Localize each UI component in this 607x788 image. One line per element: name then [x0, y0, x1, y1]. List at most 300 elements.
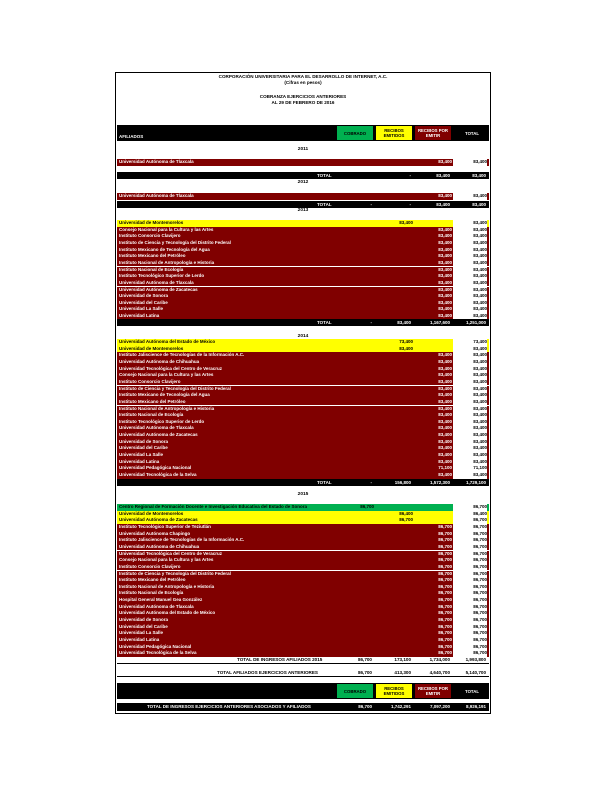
- row-recibos-por-emitir: 83,400: [438, 226, 452, 232]
- row-recibos-por-emitir: 83,400: [438, 458, 452, 464]
- row-recibos-por-emitir: 83,400: [438, 378, 452, 384]
- total-label: TOTAL: [317, 202, 332, 207]
- section-total-2013: [117, 319, 489, 326]
- row-name: Instituto Nacional de Ecología: [119, 590, 184, 596]
- row-recibos-por-emitir: 83,400: [438, 293, 452, 299]
- row-total: 83,400: [453, 346, 487, 353]
- row-total: 83,400: [453, 386, 487, 393]
- row-recibos-por-emitir: 83,400: [438, 313, 452, 319]
- table-row: [117, 439, 489, 446]
- section-total-2015: [117, 656, 489, 664]
- row-recibos-por-emitir: 86,700: [438, 590, 452, 596]
- header-line1: CORPORACIÓN UNIVERSITARIA PARA EL DESARROLLO DE INTERNET, A.C.: [218, 74, 388, 79]
- row-total: 83,400: [453, 412, 487, 419]
- table-row: [117, 551, 489, 558]
- report-header: [116, 74, 490, 105]
- row-name: Universidad de Sonora: [119, 438, 169, 444]
- table-row: [117, 472, 489, 479]
- row-total: 83,400: [453, 399, 487, 406]
- row-name: Instituto de Ciencia y Tecnología del Distrito Federal: [119, 385, 231, 391]
- total-c2: 83,400: [397, 320, 411, 325]
- col-afiliados: AFILIADOS: [119, 134, 144, 139]
- row-total: 83,400: [453, 253, 487, 260]
- total-c3: 1,167,600: [429, 320, 450, 325]
- row-total: 83,400: [453, 439, 487, 446]
- row-recibos-por-emitir: 83,400: [438, 246, 452, 252]
- row-total: 83,400: [453, 419, 487, 426]
- row-name: Instituto Mexicano del Petróleo: [119, 253, 186, 259]
- row-total: 86,700: [453, 597, 487, 604]
- row-name: Instituto Tecnológico Superior de Lerdo: [119, 273, 205, 279]
- table-row: [117, 366, 489, 373]
- row-recibos-por-emitir: 83,400: [438, 279, 452, 285]
- row-recibos-por-emitir: 86,700: [438, 570, 452, 576]
- row-total: 83,400: [453, 379, 487, 386]
- section-year-2015: 2015: [297, 492, 309, 497]
- row-name: Universidad Pedagógica Nacional: [119, 465, 192, 471]
- table-row: [117, 220, 489, 227]
- row-recibos-por-emitir: 86,700: [438, 550, 452, 556]
- total-c2: 173,100: [394, 657, 411, 662]
- row-recibos-por-emitir: 83,400: [438, 385, 452, 391]
- row-recibos-por-emitir: 83,400: [438, 432, 452, 438]
- row-total: 86,700: [453, 644, 487, 651]
- total-c2: 156,800: [394, 480, 411, 485]
- row-total: 83,400: [453, 227, 487, 234]
- table-row: [117, 253, 489, 260]
- row-name: Universidad Tecnológica del Centro de Veracruz: [119, 550, 222, 556]
- total-c3: 1,734,000: [429, 657, 450, 662]
- section-year-2012: 2012: [297, 180, 309, 185]
- row-recibos-emitidos: 73,400: [399, 339, 413, 344]
- row-recibos-por-emitir: 86,700: [438, 577, 452, 583]
- table-row: [117, 419, 489, 426]
- row-total: 83,400: [453, 267, 487, 274]
- row-total: 83,400: [453, 472, 487, 479]
- row-recibos-por-emitir: 86,700: [438, 557, 452, 563]
- row-recibos-emitidos: 83,400: [399, 345, 413, 351]
- header-line2: (Cifras en pesos): [284, 79, 322, 85]
- table-row: [117, 300, 489, 307]
- section-year-2011: 2011: [297, 147, 309, 152]
- col-cobrado: COBRADO: [337, 126, 373, 140]
- total-t: 83,400: [472, 202, 486, 207]
- row-name: Universidad de Sonora: [119, 617, 169, 623]
- row-name: Universidad La Salle: [119, 630, 164, 636]
- row-name: Universidad Autónoma del Estado de México: [119, 339, 216, 344]
- row-recibos-emitidos: 86,700: [399, 517, 413, 523]
- row-name: Universidad del Caribe: [119, 445, 168, 451]
- row-recibos-por-emitir: 86,700: [438, 583, 452, 589]
- table-row: [117, 504, 489, 511]
- total-label: TOTAL: [317, 480, 332, 485]
- row-name: Instituto Mexicano del Petróleo: [119, 577, 186, 583]
- row-recibos-por-emitir: 71,100: [438, 465, 452, 471]
- table-row: [117, 267, 489, 274]
- summary-col-total: TOTAL: [465, 688, 479, 694]
- table-row: [117, 465, 489, 472]
- row-name: Centro Regional de Formación Docente e Investigación Educativa del Estado de Sonora: [119, 504, 308, 509]
- row-name: Universidad Latina: [119, 313, 160, 319]
- row-recibos-por-emitir: 86,700: [438, 523, 452, 529]
- total-label: TOTAL: [317, 320, 332, 325]
- col-total: TOTAL: [465, 130, 479, 136]
- row-name: Universidad La Salle: [119, 452, 164, 458]
- row-recibos-por-emitir: 83,400: [438, 358, 452, 364]
- section-total-2011: [117, 172, 489, 179]
- row-name: Universidad Autónoma de Chihuahua: [119, 358, 200, 364]
- row-recibos-por-emitir: 83,400: [438, 233, 452, 239]
- row-total: 86,700: [453, 624, 487, 631]
- row-name: Universidad del Caribe: [119, 299, 168, 305]
- total-afiliados-row: [117, 669, 489, 677]
- table-row: [117, 524, 489, 531]
- row-recibos-por-emitir: 83,400: [438, 405, 452, 411]
- row-total: 83,400: [453, 159, 487, 166]
- table-row: [117, 386, 489, 393]
- row-total: 86,700: [453, 531, 487, 538]
- row-recibos-por-emitir: 83,400: [438, 425, 452, 431]
- row-name: Universidad Autónoma de Zacatecas: [119, 517, 198, 523]
- row-name: Universidad del Caribe: [119, 623, 168, 629]
- table-row: [117, 399, 489, 406]
- row-total: 71,100: [453, 465, 487, 472]
- row-recibos-por-emitir: 86,700: [438, 597, 452, 603]
- col-recibos-por-emitir: RECIBOS POR EMITIR: [415, 126, 451, 140]
- section-year-2014: 2014: [297, 334, 309, 339]
- row-name: Universidad de Sonora: [119, 293, 169, 299]
- row-total: 86,700: [453, 617, 487, 624]
- row-total: 86,700: [453, 650, 487, 657]
- row-total: 83,400: [453, 432, 487, 439]
- table-row: [117, 644, 489, 651]
- row-recibos-por-emitir: 86,700: [438, 630, 452, 636]
- summary-col-cobrado: COBRADO: [337, 684, 373, 698]
- row-name: Consejo Nacional para la Cultura y las Artes: [119, 226, 214, 232]
- table-row: [117, 452, 489, 459]
- row-recibos-por-emitir: 83,400: [438, 438, 452, 444]
- grand-total-emitidos: 1,742,291: [390, 704, 411, 709]
- row-name: Instituto Nacional de Antropología e Historia: [119, 405, 215, 411]
- total-c1: -: [370, 202, 372, 207]
- row-recibos-por-emitir: 86,700: [438, 617, 452, 623]
- row-recibos-emitidos: 83,400: [399, 220, 413, 225]
- row-total: 86,700: [453, 637, 487, 644]
- row-name: Universidad Autónoma de Chihuahua: [119, 543, 200, 549]
- row-total: 83,400: [453, 459, 487, 466]
- table-row: [117, 280, 489, 287]
- row-recibos-por-emitir: 83,400: [438, 372, 452, 378]
- row-name: Instituto Consorcio Clavijero: [119, 563, 181, 569]
- table-row: [117, 247, 489, 254]
- table-row: [117, 544, 489, 551]
- row-total: 83,400: [453, 425, 487, 432]
- row-recibos-por-emitir: 83,400: [438, 193, 452, 198]
- row-total: 83,400: [453, 452, 487, 459]
- row-total: 86,700: [453, 557, 487, 564]
- row-recibos-por-emitir: 83,400: [438, 398, 452, 404]
- row-cobrado: 86,700: [360, 504, 374, 509]
- row-name: Instituto Nacional de Ecología: [119, 266, 184, 272]
- table-row: [117, 339, 489, 346]
- row-total: 86,700: [453, 551, 487, 558]
- total-t: 1,993,800: [465, 657, 486, 662]
- table-row: [117, 392, 489, 399]
- row-recibos-por-emitir: 83,400: [438, 159, 452, 164]
- row-total: 86,700: [453, 524, 487, 531]
- table-row: [117, 604, 489, 611]
- col-recibos-emitidos: RECIBOS EMITIDOS: [376, 126, 412, 140]
- row-recibos-por-emitir: 83,400: [438, 306, 452, 312]
- grand-total-cobrado: 86,700: [358, 704, 372, 709]
- row-recibos-por-emitir: 83,400: [438, 259, 452, 265]
- total-c3: 1,572,300: [429, 480, 450, 485]
- row-name: Instituto Jaliscience de Tecnologías de la Información A.C.: [119, 352, 245, 358]
- row-total: 83,400: [453, 260, 487, 267]
- row-name: Instituto Tecnológico Superior de Lerdo: [119, 418, 205, 424]
- row-name: Universidad Autónoma de Tlaxcala: [119, 159, 194, 164]
- row-total: 86,700: [453, 537, 487, 544]
- row-name: Universidad de Montemorelos: [119, 345, 184, 351]
- row-name: Universidad Autónoma de Tlaxcala: [119, 193, 194, 198]
- table-row: [117, 240, 489, 247]
- row-total: 83,400: [453, 445, 487, 452]
- table-row: [117, 372, 489, 379]
- table-row: [117, 557, 489, 564]
- row-name: Universidad La Salle: [119, 306, 164, 312]
- table-row: [117, 584, 489, 591]
- row-recibos-por-emitir: 86,700: [438, 650, 452, 656]
- row-name: Instituto Mexicano de Tecnología del Agua: [119, 246, 210, 252]
- row-name: Consejo Nacional para la Cultura y las Artes: [119, 557, 214, 563]
- table-row: [117, 610, 489, 617]
- summary-col-recibos-por-emitir: RECIBOS POR EMITIR: [415, 684, 451, 698]
- total-afiliados-label: TOTAL AFILIADOS EJERCICIOS ANTERIORES: [217, 670, 318, 675]
- row-recibos-por-emitir: 83,400: [438, 445, 452, 451]
- row-name: Universidad Tecnológica de la Selva: [119, 650, 197, 656]
- row-recibos-por-emitir: 83,400: [438, 412, 452, 418]
- table-row: [117, 193, 489, 200]
- grand-total-label: TOTAL DE INGRESOS EJERCICIOS ANTERIORES ASOCIADOS Y AFILIADOS: [147, 704, 311, 709]
- total-afiliados-c1: 86,700: [357, 670, 372, 675]
- row-total: 86,700: [453, 604, 487, 611]
- section-total-2014: [117, 479, 489, 486]
- row-name: Universidad Latina: [119, 637, 160, 642]
- row-name: Universidad Autónoma del Estado de México: [119, 610, 216, 616]
- row-recibos-por-emitir: 86,700: [438, 537, 452, 543]
- row-recibos-por-emitir: 83,400: [438, 452, 452, 458]
- table-row: [117, 159, 489, 166]
- table-row: [117, 637, 489, 644]
- row-recibos-por-emitir: 86,700: [438, 563, 452, 569]
- table-row: [117, 406, 489, 413]
- table-row: [117, 459, 489, 466]
- row-recibos-por-emitir: 86,700: [438, 623, 452, 629]
- row-name: Universidad Tecnológica de la Selva: [119, 472, 197, 477]
- total-afiliados-t: 5,140,700: [465, 670, 486, 675]
- table-row: [117, 597, 489, 604]
- row-total: 83,400: [453, 313, 487, 320]
- row-name: Universidad Autónoma de Tlaxcala: [119, 425, 194, 431]
- table-row: [117, 517, 489, 524]
- row-total: 83,400: [453, 300, 487, 307]
- row-name: Instituto Nacional de Antropología e Historia: [119, 259, 215, 265]
- row-total: 83,400: [453, 220, 487, 227]
- table-row: [117, 273, 489, 280]
- row-total: 83,400: [453, 293, 487, 300]
- total-t: 1,251,000: [465, 320, 486, 325]
- total-c1: 86,700: [357, 657, 372, 662]
- row-name: Instituto Mexicano del Petróleo: [119, 398, 186, 404]
- row-total: 86,700: [453, 577, 487, 584]
- grand-total-por-emitir: 7,097,200: [429, 704, 450, 709]
- total-t: 1,729,100: [465, 480, 486, 485]
- row-name: Instituto de Ciencia y Tecnología del Distrito Federal: [119, 239, 231, 245]
- header-line4: AL 29 DE FEBRERO DE 2016: [271, 99, 335, 105]
- row-total: 86,700: [453, 517, 487, 524]
- row-total: 83,400: [453, 372, 487, 379]
- row-total: 86,700: [453, 584, 487, 591]
- row-name: Universidad Autónoma de Zacatecas: [119, 432, 198, 438]
- row-total: 83,400: [453, 392, 487, 399]
- row-name: Universidad de Montemorelos: [119, 220, 184, 225]
- row-total: 83,400: [453, 273, 487, 280]
- total-label: TOTAL: [317, 173, 332, 178]
- table-row: [117, 233, 489, 240]
- table-row: [117, 531, 489, 538]
- table-row: [117, 379, 489, 386]
- row-recibos-por-emitir: 86,700: [438, 643, 452, 649]
- row-name: Instituto Nacional de Ecología: [119, 412, 184, 418]
- row-recibos-por-emitir: 86,700: [438, 610, 452, 616]
- row-recibos-por-emitir: 83,400: [438, 253, 452, 259]
- report-sheet: [115, 72, 491, 714]
- table-row: [117, 590, 489, 597]
- total-afiliados-c2: 413,300: [394, 670, 411, 675]
- total-c1: -: [370, 320, 372, 325]
- row-total: 83,400: [453, 359, 487, 366]
- row-name: Instituto Nacional de Antropología e Historia: [119, 583, 215, 589]
- row-recibos-por-emitir: 83,400: [438, 365, 452, 371]
- row-total: 73,400: [453, 339, 487, 346]
- row-recibos-por-emitir: 83,400: [438, 392, 452, 398]
- table-row: [117, 260, 489, 267]
- header-line3: COBRANZA EJERCICIOS ANTERIORES: [259, 94, 347, 100]
- row-total: 86,700: [453, 564, 487, 571]
- section-year-2013: 2013: [297, 208, 309, 213]
- row-recibos-por-emitir: 83,400: [438, 286, 452, 292]
- table-row: [117, 630, 489, 637]
- row-name: Universidad Tecnológica del Centro de Veracruz: [119, 365, 222, 371]
- row-name: Instituto Consorcio Clavijero: [119, 378, 181, 384]
- total-label: TOTAL DE INGRESOS AFILIADOS 2015: [237, 657, 323, 662]
- row-total: 83,400: [453, 247, 487, 254]
- row-recibos-por-emitir: 83,400: [438, 239, 452, 245]
- row-name: Instituto Consorcio Clavijero: [119, 233, 181, 239]
- row-total: 83,400: [453, 306, 487, 313]
- row-recibos-por-emitir: 83,400: [438, 418, 452, 424]
- row-total: 83,400: [453, 193, 487, 200]
- row-recibos-emitidos: 86,400: [399, 510, 413, 516]
- row-name: Universidad Autónoma de Zacatecas: [119, 286, 198, 292]
- total-t: 83,400: [472, 173, 486, 178]
- total-c2: -: [409, 173, 411, 178]
- table-row: [117, 577, 489, 584]
- row-name: Universidad de Montemorelos: [119, 510, 184, 516]
- row-recibos-por-emitir: 86,700: [438, 530, 452, 536]
- grand-total-bar: [117, 703, 489, 711]
- row-recibos-por-emitir: 86,700: [438, 637, 452, 642]
- table-row: [117, 352, 489, 359]
- summary-col-recibos-emitidos: RECIBOS EMITIDOS: [376, 684, 412, 698]
- row-name: Hospital General Manuel Gea González: [119, 597, 203, 603]
- row-total: 83,400: [453, 366, 487, 373]
- row-name: Instituto Tecnológico Superior de Teziutlán: [119, 523, 211, 529]
- row-total: 86,700: [453, 590, 487, 597]
- table-row: [117, 412, 489, 419]
- row-total: 86,700: [453, 571, 487, 578]
- row-recibos-por-emitir: 86,700: [438, 603, 452, 609]
- table-row: [117, 287, 489, 294]
- row-name: Universidad Pedagógica Nacional: [119, 643, 192, 649]
- table-row: [117, 445, 489, 452]
- grand-total-total: 8,926,191: [465, 704, 486, 709]
- row-total: 83,400: [453, 233, 487, 240]
- row-name: Consejo Nacional para la Cultura y las Artes: [119, 372, 214, 378]
- table-row: [117, 359, 489, 366]
- total-afiliados-c3: 4,640,700: [429, 670, 450, 675]
- row-name: Universidad Autónoma de Tlaxcala: [119, 603, 194, 609]
- table-row: [117, 293, 489, 300]
- total-c3: 83,400: [436, 202, 450, 207]
- table-row: [117, 564, 489, 571]
- table-row: [117, 432, 489, 439]
- row-name: Instituto de Ciencia y Tecnología del Distrito Federal: [119, 570, 231, 576]
- table-row: [117, 617, 489, 624]
- row-recibos-por-emitir: 83,400: [438, 472, 452, 477]
- row-name: Instituto Jaliscience de Tecnologías de la Información A.C.: [119, 537, 245, 543]
- row-total: 83,400: [453, 406, 487, 413]
- row-recibos-por-emitir: 83,400: [438, 273, 452, 279]
- total-c3: 83,400: [436, 173, 450, 178]
- row-total: 86,700: [453, 610, 487, 617]
- total-c2: -: [409, 202, 411, 207]
- row-recibos-por-emitir: 83,400: [438, 266, 452, 272]
- table-row: [117, 425, 489, 432]
- row-name: Universidad Latina: [119, 458, 160, 464]
- row-total: 86,700: [453, 504, 487, 511]
- row-name: Instituto Mexicano de Tecnología del Agua: [119, 392, 210, 398]
- table-row: [117, 511, 489, 518]
- row-recibos-por-emitir: 83,400: [438, 299, 452, 305]
- section-total-2012: [117, 201, 489, 208]
- row-recibos-por-emitir: 83,400: [438, 352, 452, 358]
- row-total: 83,400: [453, 287, 487, 294]
- table-row: [117, 537, 489, 544]
- row-total: 86,400: [453, 511, 487, 518]
- row-total: 83,400: [453, 240, 487, 247]
- row-total: 83,400: [453, 280, 487, 287]
- total-c1: -: [370, 480, 372, 485]
- table-row: [117, 346, 489, 353]
- table-row: [117, 624, 489, 631]
- row-total: 83,400: [453, 352, 487, 359]
- row-recibos-por-emitir: 86,700: [438, 543, 452, 549]
- row-name: Universidad Autónoma de Tlaxcala: [119, 279, 194, 285]
- row-name: Universidad Autónoma Chapingo: [119, 530, 191, 536]
- row-total: 86,700: [453, 630, 487, 637]
- row-total: 86,700: [453, 544, 487, 551]
